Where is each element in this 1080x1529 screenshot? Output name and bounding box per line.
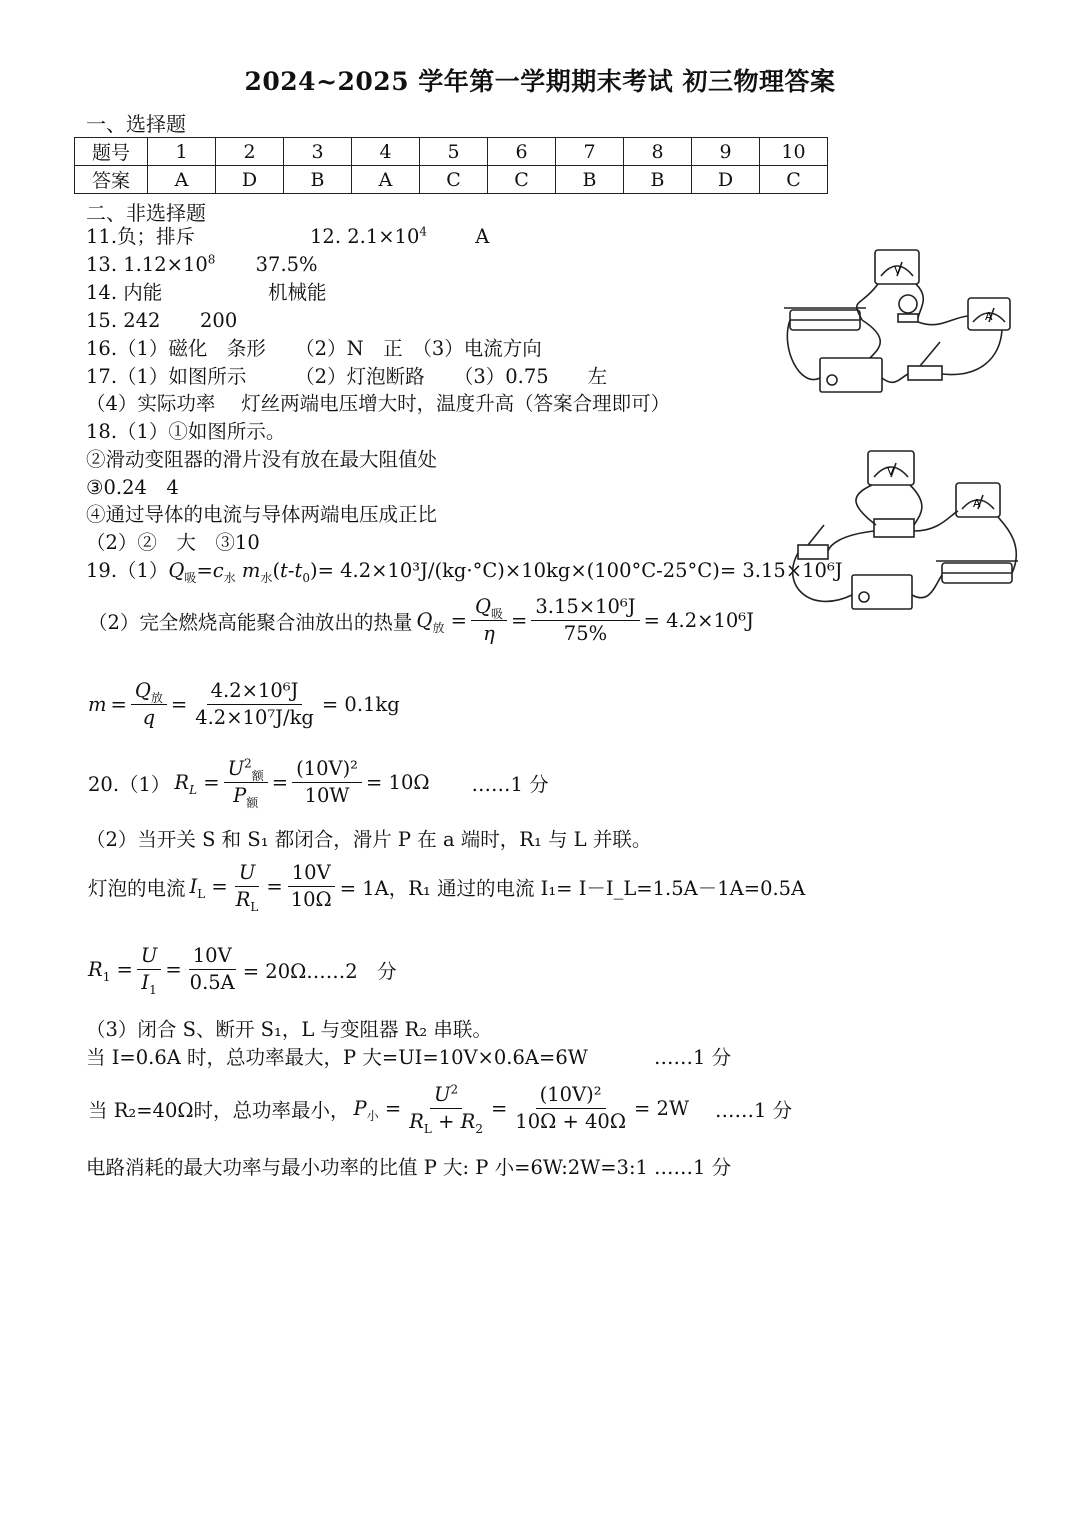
ammeter-label: A	[973, 497, 981, 510]
table-cell: 1	[148, 138, 216, 166]
fraction: $\frac{U^2_额}{P_额}$	[224, 758, 268, 807]
answer-q11: 11.负；排斥	[86, 225, 196, 248]
table-cell: 2	[216, 138, 284, 166]
table-header-label: 题号	[75, 138, 148, 166]
answer-q12-exponent: 4	[419, 224, 428, 239]
answer-q12-value: 12. 2.1×10	[310, 225, 420, 248]
answer-q18-line1: 18.（1）①如图所示。	[86, 420, 286, 443]
answer-q20-1: 20.（1） $R_L$ = $\frac{U^2_额}{P_额}$ = $\frac{\text{(10V)²}}{10W}$ = 10Ω ……1 分	[88, 756, 549, 810]
table-answer-label: 答案	[75, 166, 148, 194]
table-cell: 8	[624, 138, 692, 166]
answer-q19-1-calc: = 4.2×10³J/(kg·°C)×10kg×(100°C-25°C)= 3.15×10⁶J	[317, 559, 843, 582]
answer-q13-value: 13. 1.12×10	[86, 253, 208, 276]
table-cell: C	[760, 166, 828, 194]
table-cell: 3	[284, 138, 352, 166]
fraction: $\frac{10V}{0.5A}$	[189, 944, 235, 994]
table-cell: A	[352, 166, 420, 194]
answer-q20-3-label: 灯泡的电流	[88, 876, 186, 900]
table-row	[75, 138, 828, 166]
answer-q20-7: 当 R₂=40Ω时，总功率最小， $P_小$ = $\frac{U^2}{R_L + R_2}$ = $\frac{\text{(10V)²}}{10\Omega + 40\Omega}$ = 2W ……1 分	[88, 1082, 793, 1136]
fraction: $\frac{\text{4.2×10⁶J}}{\text{4.2×10⁷J/kg}}$	[195, 679, 314, 729]
table-cell: B	[284, 166, 352, 194]
answer-q20-1-result: = 10Ω	[366, 771, 430, 794]
answer-q19-3-result: = 0.1kg	[321, 693, 400, 716]
table-cell: 10	[760, 138, 828, 166]
answer-q19-1: $19.(1)Q_吸=c_水$ $m_水(t-t_0)= 4.2\times 10^3J/(kg\cdot^\circ C)\times 10kg\times(100^\circ C-25^\circ C)= 3.15\times 10^6J$	[86, 559, 843, 585]
answer-q12-unit: A	[475, 225, 490, 248]
answer-q13	[86, 253, 318, 277]
fraction: $\frac{U^2}{R_L + R_2}$	[409, 1082, 483, 1136]
section-nonchoice-heading: 二、非选择题	[86, 201, 206, 225]
page-title: 2024~2025 学年第一学期期末考试 初三物理答案	[244, 67, 836, 96]
table-cell: B	[556, 166, 624, 194]
answer-q19-2: （2）完全燃烧高能聚合油放出的热量 $Q_放$ = $\frac{Q_吸}{\eta}$ = $\frac{\text{3.15×10⁶J}}{75\%}$ = 4.2×10⁶J	[88, 595, 754, 645]
table-cell: 6	[488, 138, 556, 166]
answer-q18-line4: ④通过导体的电流与导体两端电压成正比	[86, 503, 438, 526]
resistor-icon	[874, 519, 914, 537]
answer-q19-3: m = $\frac{Q_放}{q}$ = $\frac{\text{4.2×10⁶J}}{\text{4.2×10⁷J/kg}}$ = 0.1kg	[88, 679, 400, 729]
answer-q19-2-result: = 4.2×10⁶J	[643, 609, 754, 632]
fraction: $\frac{Q_放}{q}$	[131, 680, 167, 729]
answer-q14-a: 14. 内能	[86, 281, 163, 304]
answer-q13-percent: 37.5%	[255, 253, 318, 276]
answer-q20-6: 当 I=0.6A 时，总功率最大，P 大=UI=10V×0.6A=6W	[86, 1046, 588, 1069]
switch-icon	[908, 366, 942, 380]
answer-q20-2: （2）当开关 S 和 S₁ 都闭合，滑片 P 在 a 端时，R₁ 与 L 并联。	[86, 828, 652, 851]
table-cell: 5	[420, 138, 488, 166]
answer-q20-5: （3）闭合 S、断开 S₁，L 与变阻器 R₂ 串联。	[86, 1018, 492, 1041]
answer-q17-line2: （4）实际功率 灯丝两端电压增大时，温度升高（答案合理即可）	[86, 392, 671, 415]
fraction: $\frac{\text{(10V)²}}{10W}$	[292, 758, 362, 807]
voltmeter-label: V	[894, 264, 902, 277]
table-cell: D	[216, 166, 284, 194]
fraction: $\frac{\text{(10V)²}}{10\Omega + 40\Omega}$	[515, 1083, 626, 1133]
circuit-diagram-q18	[780, 445, 1020, 620]
answer-q13-exponent: 8	[207, 252, 216, 267]
answer-q15-b: 200	[200, 309, 238, 332]
fraction: $\frac{\text{3.15×10⁶J}}{75\%}$	[531, 596, 639, 645]
score-label: ……1 分	[654, 1156, 732, 1179]
fraction: $\frac{Q_吸}{\eta}$	[471, 596, 507, 645]
fraction: $\frac{U}{I_1}$	[137, 945, 161, 994]
table-cell: C	[420, 166, 488, 194]
section-choice-heading: 一、选择题	[86, 112, 186, 136]
power-supply-icon	[852, 575, 912, 609]
answer-q20-8: 电路消耗的最大功率与最小功率的比值 P 大: P 小=6W:2W=3:1	[86, 1156, 648, 1179]
answer-q20-4-result: = 20Ω……2 分	[242, 959, 397, 983]
answer-q20-7-label: 当 R₂=40Ω时，总功率最小，	[88, 1098, 350, 1122]
answer-q19-2-label: （2）完全燃烧高能聚合油放出的热量	[88, 610, 413, 634]
table-cell: 7	[556, 138, 624, 166]
score-label: ……1 分	[471, 772, 549, 796]
bulb-icon	[899, 295, 917, 313]
answer-q20-3-calc: = 1A，R₁ 通过的电流 I₁= I－I_L=1.5A－1A=0.5A	[339, 876, 806, 900]
table-cell: D	[692, 166, 760, 194]
table-cell: 9	[692, 138, 760, 166]
answer-q20-3: 灯泡的电流 $I_L$ = $\frac{U}{R_L}$ = $\frac{10V}{10\Omega}$ = 1A，R₁ 通过的电流 I₁= I－I_L=1.5A－1A=0.5A	[88, 861, 806, 914]
score-label: ……1 分	[654, 1046, 732, 1069]
answer-q20-4: $R_1$ = $\frac{U}{I_1}$ = $\frac{10V}{0.5A}$ = 20Ω……2 分	[88, 944, 397, 997]
table-cell: C	[488, 166, 556, 194]
answer-q15-a: 15. 242	[86, 309, 161, 332]
answer-q18-line5: （2）② 大 ③10	[86, 531, 260, 554]
table-cell: A	[148, 166, 216, 194]
table-row	[75, 166, 828, 194]
switch-icon	[798, 545, 828, 559]
answer-q17-line1: 17.（1）如图所示 （2）灯泡断路 （3）0.75 左	[86, 365, 608, 388]
circuit-diagram-q17	[780, 238, 1020, 403]
ammeter-label: A	[985, 310, 993, 323]
answer-q14-b: 机械能	[268, 281, 327, 304]
answer-q18-line3: ③0.24 4	[86, 476, 179, 499]
table-cell: 4	[352, 138, 420, 166]
fraction: $\frac{U}{R_L}$	[235, 861, 259, 914]
answer-q19-1-label: 19.（1）	[86, 559, 169, 582]
score-label: ……1 分	[715, 1098, 793, 1122]
answer-table	[74, 137, 828, 194]
table-cell: B	[624, 166, 692, 194]
voltmeter-label: V	[887, 465, 895, 478]
fraction: $\frac{10V}{10\Omega}$	[287, 862, 336, 911]
answer-q20-7-result: = 2W	[634, 1097, 689, 1120]
answer-q12	[310, 225, 489, 249]
answer-q18-line2: ②滑动变阻器的滑片没有放在最大阻值处	[86, 448, 438, 471]
answer-q16: 16.（1）磁化 条形 （2）N 正 （3）电流方向	[86, 337, 542, 360]
answer-q20-1-label: 20.（1）	[88, 772, 171, 796]
